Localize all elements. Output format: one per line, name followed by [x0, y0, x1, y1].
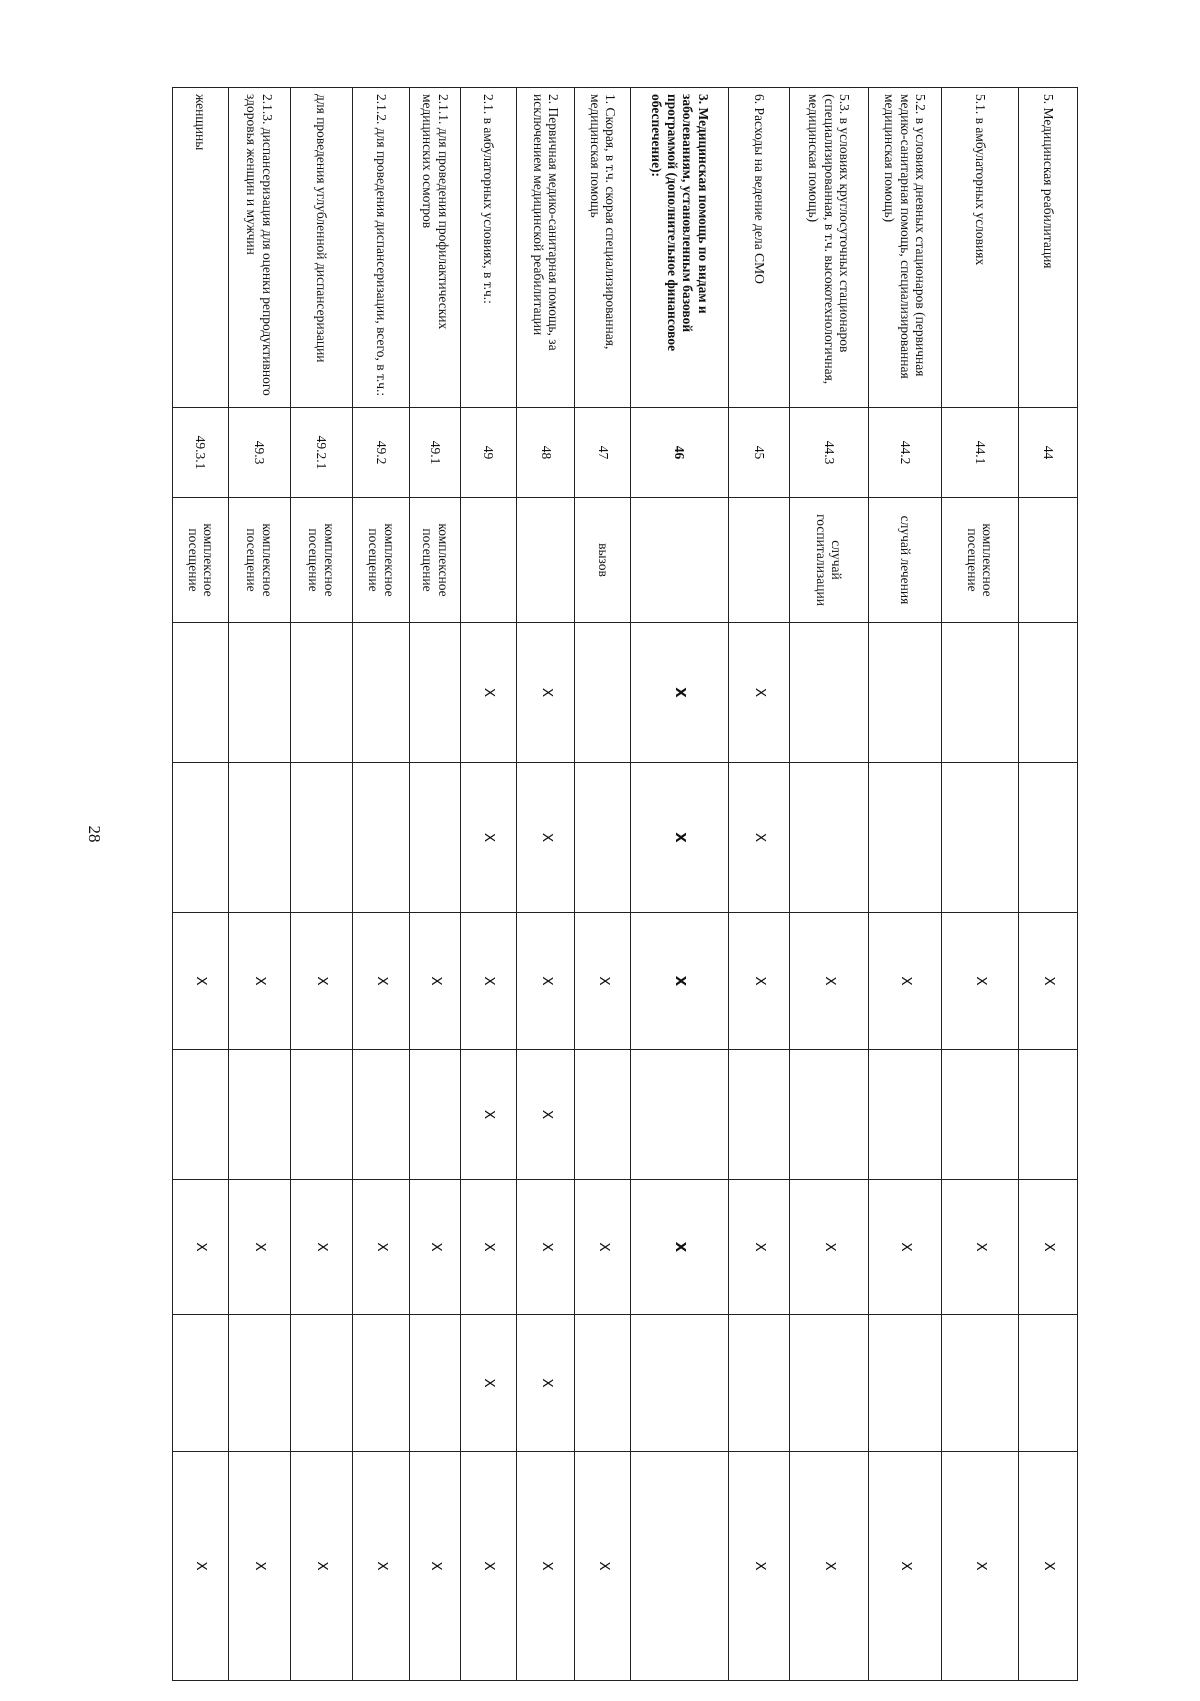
value-cell-c8: X [575, 1180, 631, 1315]
unit-cell: вызов [575, 498, 631, 623]
value-cell-c10: X [790, 1452, 869, 1681]
value-cell-c5 [942, 763, 1019, 913]
value-cell-c5: X [517, 763, 575, 913]
value-cell-c7 [173, 1050, 229, 1180]
value-cell-c10: X [173, 1452, 229, 1681]
value-cell-c9 [410, 1315, 461, 1452]
value-cell-c10: X [575, 1452, 631, 1681]
value-cell-c5 [229, 763, 290, 913]
value-cell-c8: X [517, 1180, 575, 1315]
value-cell-c8: X [790, 1180, 869, 1315]
row-name-cell: 2.1. в амбулаторных условиях, в т.ч.: [461, 88, 517, 408]
row-name-cell: 5.3. в условиях круглосуточных стационаров (специализированная, в т.ч. высокотехнологичная, медицинская помощь) [790, 88, 869, 408]
value-cell-c4: X [728, 623, 789, 763]
value-cell-c8: X [229, 1180, 290, 1315]
table-row [290, 88, 353, 1681]
value-cell-c4 [790, 623, 869, 763]
row-name-cell: 5. Медицинская реабилитация [1018, 88, 1077, 408]
table-row [631, 88, 728, 1681]
row-code-cell: 45 [728, 408, 789, 498]
value-cell-c10: X [461, 1452, 517, 1681]
value-cell-c6: X [353, 913, 410, 1050]
value-cell-c10: X [353, 1452, 410, 1681]
row-name-cell: 6. Расходы на ведение дела СМО [728, 88, 789, 408]
value-cell-c4: X [517, 623, 575, 763]
value-cell-c5 [868, 763, 941, 913]
financing-table [172, 87, 1078, 1681]
row-name-cell: 5.1. в амбулаторных условиях [942, 88, 1019, 408]
row-code-cell: 49.3.1 [173, 408, 229, 498]
row-code-cell: 46 [631, 408, 728, 498]
value-cell-c5 [1018, 763, 1077, 913]
table-row [575, 88, 631, 1681]
value-cell-c5 [410, 763, 461, 913]
value-cell-c8: X [461, 1180, 517, 1315]
value-cell-c4 [1018, 623, 1077, 763]
value-cell-c9 [728, 1315, 789, 1452]
value-cell-c6: X [728, 913, 789, 1050]
value-cell-c6: X [631, 913, 728, 1050]
unit-cell: случай лечения [868, 498, 941, 623]
row-code-cell: 49.3 [229, 408, 290, 498]
unit-cell: комплексное посещение [290, 498, 353, 623]
value-cell-c6: X [1018, 913, 1077, 1050]
unit-cell: комплексное посещение [353, 498, 410, 623]
value-cell-c6: X [790, 913, 869, 1050]
value-cell-c4: X [631, 623, 728, 763]
value-cell-c7 [575, 1050, 631, 1180]
row-code-cell: 49.2 [353, 408, 410, 498]
unit-cell [631, 498, 728, 623]
unit-cell: комплексное посещение [173, 498, 229, 623]
value-cell-c6: X [868, 913, 941, 1050]
value-cell-c5 [790, 763, 869, 913]
value-cell-c6: X [173, 913, 229, 1050]
value-cell-c5 [290, 763, 353, 913]
value-cell-c9 [353, 1315, 410, 1452]
value-cell-c10: X [1018, 1452, 1077, 1681]
table-row [868, 88, 941, 1681]
value-cell-c10: X [942, 1452, 1019, 1681]
row-name-cell: 3. Медицинская помощь по видам и заболеваниям, установленным базовой программой (дополнительное финансовое обеспечение): [631, 88, 728, 408]
unit-cell [517, 498, 575, 623]
value-cell-c8: X [868, 1180, 941, 1315]
value-cell-c9 [173, 1315, 229, 1452]
value-cell-c8: X [290, 1180, 353, 1315]
value-cell-c5 [173, 763, 229, 913]
table-row [728, 88, 789, 1681]
value-cell-c4 [173, 623, 229, 763]
value-cell-c6: X [229, 913, 290, 1050]
value-cell-c6: X [461, 913, 517, 1050]
table-row [410, 88, 461, 1681]
value-cell-c6: X [290, 913, 353, 1050]
value-cell-c9 [868, 1315, 941, 1452]
value-cell-c4 [575, 623, 631, 763]
row-code-cell: 44.3 [790, 408, 869, 498]
value-cell-c5 [575, 763, 631, 913]
table-row [461, 88, 517, 1681]
table-row [353, 88, 410, 1681]
row-code-cell: 49.1 [410, 408, 461, 498]
unit-cell: комплексное посещение [942, 498, 1019, 623]
value-cell-c5: X [631, 763, 728, 913]
value-cell-c6: X [942, 913, 1019, 1050]
row-name-cell: 2.1.1. для проведения профилактических медицинских осмотров [410, 88, 461, 408]
value-cell-c8: X [631, 1180, 728, 1315]
unit-cell [728, 498, 789, 623]
value-cell-c6: X [517, 913, 575, 1050]
value-cell-c7 [290, 1050, 353, 1180]
row-code-cell: 44 [1018, 408, 1077, 498]
value-cell-c9 [290, 1315, 353, 1452]
value-cell-c9: X [517, 1315, 575, 1452]
row-name-cell: 2. Первичная медико-санитарная помощь, за исключением медицинской реабилитации [517, 88, 575, 408]
value-cell-c4: X [461, 623, 517, 763]
unit-cell: комплексное посещение [229, 498, 290, 623]
value-cell-c6: X [575, 913, 631, 1050]
table-row [173, 88, 229, 1681]
rotated-table-container [172, 87, 1078, 1580]
value-cell-c10: X [728, 1452, 789, 1681]
value-cell-c9 [631, 1315, 728, 1452]
unit-cell [1018, 498, 1077, 623]
value-cell-c4 [942, 623, 1019, 763]
value-cell-c7: X [461, 1050, 517, 1180]
table-row [517, 88, 575, 1681]
row-name-cell: 1. Скорая, в т.ч. скорая специализированная, медицинская помощь [575, 88, 631, 408]
unit-cell: случай госпитализации [790, 498, 869, 623]
row-code-cell: 49.2.1 [290, 408, 353, 498]
value-cell-c9: X [461, 1315, 517, 1452]
table-row [790, 88, 869, 1681]
value-cell-c9 [790, 1315, 869, 1452]
value-cell-c4 [290, 623, 353, 763]
value-cell-c7 [942, 1050, 1019, 1180]
value-cell-c5: X [461, 763, 517, 913]
value-cell-c4 [353, 623, 410, 763]
unit-cell: комплексное посещение [410, 498, 461, 623]
row-code-cell: 47 [575, 408, 631, 498]
value-cell-c8: X [942, 1180, 1019, 1315]
value-cell-c6: X [410, 913, 461, 1050]
value-cell-c4 [229, 623, 290, 763]
row-name-cell: 2.1.3. диспансеризация для оценки репродуктивного здоровья женщин и мужчин [229, 88, 290, 408]
value-cell-c10: X [517, 1452, 575, 1681]
value-cell-c7 [1018, 1050, 1077, 1180]
value-cell-c7 [631, 1050, 728, 1180]
row-name-cell: 5.2. в условиях дневных стационаров (первичная медико-санитарная помощь, специализированная медицинская помощь) [868, 88, 941, 408]
row-code-cell: 44.2 [868, 408, 941, 498]
value-cell-c7 [868, 1050, 941, 1180]
value-cell-c7 [790, 1050, 869, 1180]
row-name-cell: женщины [173, 88, 229, 408]
value-cell-c10: X [410, 1452, 461, 1681]
value-cell-c7 [410, 1050, 461, 1180]
value-cell-c9 [229, 1315, 290, 1452]
value-cell-c10: X [290, 1452, 353, 1681]
value-cell-c8: X [1018, 1180, 1077, 1315]
value-cell-c8: X [353, 1180, 410, 1315]
value-cell-c9 [575, 1315, 631, 1452]
value-cell-c10: X [229, 1452, 290, 1681]
value-cell-c9 [1018, 1315, 1077, 1452]
table-row [1018, 88, 1077, 1681]
value-cell-c7: X [517, 1050, 575, 1180]
value-cell-c4 [410, 623, 461, 763]
value-cell-c10 [631, 1452, 728, 1681]
page-number: 28 [85, 825, 104, 843]
value-cell-c8: X [173, 1180, 229, 1315]
table-body [173, 88, 1078, 1681]
row-code-cell: 44.1 [942, 408, 1019, 498]
value-cell-c9 [942, 1315, 1019, 1452]
unit-cell [461, 498, 517, 623]
value-cell-c5: X [728, 763, 789, 913]
value-cell-c10: X [868, 1452, 941, 1681]
value-cell-c7 [229, 1050, 290, 1180]
row-code-cell: 49 [461, 408, 517, 498]
value-cell-c7 [728, 1050, 789, 1180]
value-cell-c5 [353, 763, 410, 913]
row-code-cell: 48 [517, 408, 575, 498]
value-cell-c4 [868, 623, 941, 763]
row-name-cell: для проведения углубленной диспансеризации [290, 88, 353, 408]
value-cell-c8: X [410, 1180, 461, 1315]
row-name-cell: 2.1.2. для проведения диспансеризации, всего, в т.ч.: [353, 88, 410, 408]
value-cell-c7 [353, 1050, 410, 1180]
table-row [229, 88, 290, 1681]
table-row [942, 88, 1019, 1681]
value-cell-c8: X [728, 1180, 789, 1315]
